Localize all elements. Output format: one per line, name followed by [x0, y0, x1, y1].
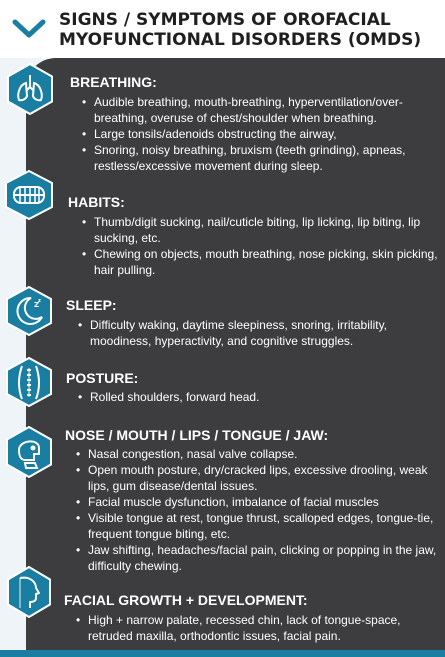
title-line-2: MYOFUNCTIONAL DISORDERS (OMDS): [59, 30, 422, 50]
title-line-1: SIGNS / SYMPTOMS OF OROFACIAL: [59, 10, 391, 30]
list-item: • Rolled shoulders, forward head.: [78, 389, 418, 405]
moon-icon: [5, 286, 53, 336]
list-item: • High + narrow palate, recessed chin, lack of tongue-space, retruded maxilla, orthodontic issues, facial pain.: [76, 612, 421, 644]
list-item: • Chewing on objects, mouth breathing, nose picking, skin picking, hair pulling.: [82, 246, 444, 278]
face-profile-icon: [6, 566, 52, 618]
header: [0, 0, 445, 58]
heading-nose-mouth-jaw: NOSE / MOUTH / LIPS / TONGUE / JAW:: [65, 427, 329, 443]
habits-list: [82, 214, 444, 278]
spine-icon: [5, 357, 53, 407]
posture-list: [78, 389, 418, 405]
heading-posture: POSTURE:: [66, 370, 139, 386]
list-item: • Jaw shifting, headaches/facial pain, clicking or popping in the jaw, difficulty chewing.: [76, 542, 442, 574]
heading-habits: HABITS:: [68, 194, 125, 210]
bottom-accent-bar: [0, 650, 445, 657]
list-item: • Nasal congestion, nasal valve collapse.: [76, 446, 442, 462]
sleep-list: [78, 317, 408, 349]
skull-jaw-icon: [5, 426, 53, 478]
list-item: • Audible breathing, mouth-breathing, hyperventilation/over-breathing, overuse of chest/shoulder when breathing.: [82, 94, 427, 126]
page-title: [59, 10, 445, 50]
heading-sleep: SLEEP:: [66, 297, 117, 313]
nose-mouth-jaw-list: [76, 446, 442, 574]
svg-text:Z: Z: [34, 301, 40, 309]
heading-breathing: BREATHING:: [70, 74, 157, 90]
heading-facial-growth: FACIAL GROWTH + DEVELOPMENT:: [64, 592, 308, 608]
list-item: • Open mouth posture, dry/cracked lips, excessive drooling, weak lips, gum disease/dental issues.: [76, 462, 442, 494]
list-item: • Snoring, noisy breathing, bruxism (teeth grinding), apneas, restless/excessive movement during sleep.: [82, 142, 427, 174]
list-item: • Large tonsils/adenoids obstructing the airway,: [82, 126, 427, 142]
breathing-list: [82, 94, 427, 174]
chevron-down-icon[interactable]: [12, 18, 46, 40]
list-item: • Visible tongue at rest, tongue thrust, scalloped edges, tongue-tie, frequent tongue biting, etc.: [76, 510, 442, 542]
facial-growth-list: [76, 612, 421, 644]
list-item: • Thumb/digit sucking, nail/cuticle biting, lip licking, lip biting, lip sucking, etc.: [82, 214, 444, 246]
list-item: • Difficulty waking, daytime sleepiness, snoring, irritability, moodiness, hyperactivity, and cognitive struggles.: [78, 317, 408, 349]
svg-text:z: z: [38, 298, 41, 304]
list-item: • Facial muscle dysfunction, imbalance of facial muscles: [76, 494, 442, 510]
teeth-icon: [4, 170, 54, 220]
lungs-icon: [6, 63, 54, 115]
